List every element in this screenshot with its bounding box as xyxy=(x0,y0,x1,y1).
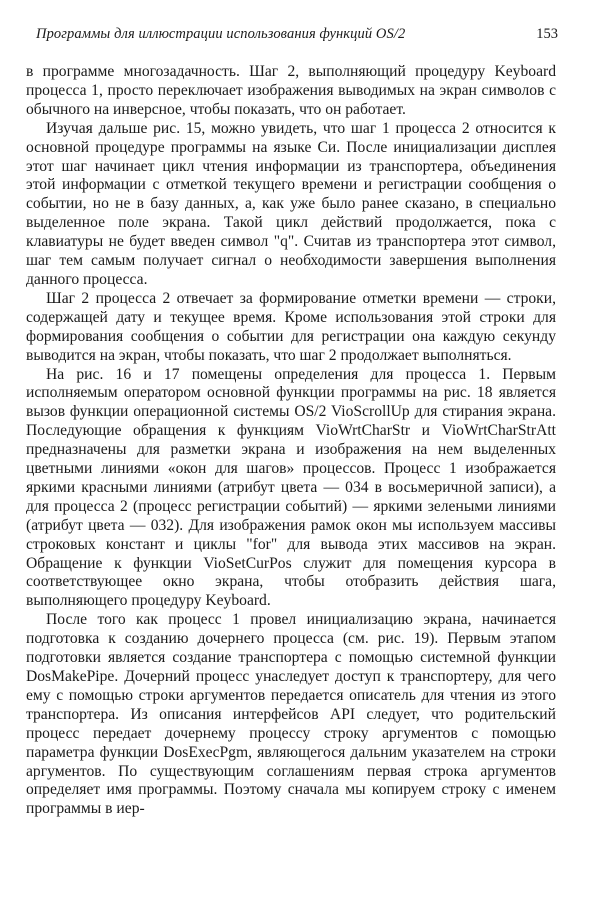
page-header xyxy=(36,26,558,50)
paragraph-5: После того как процесс 1 провел инициализацию экрана, начинается подготовка к созданию дочернего процесса (см. рис. 19). Первым этапом подготовки является создание транспортера с помощью системной функции DosMakePipe. Дочерний процесс унаследует доступ к транспортеру, для чего ему с помощью строки аргументов передается описатель для чтения из этого транспортера. Из описания интерфейсов API следует, что родительский процесс передает дочернему процессу строку аргументов с помощью параметра функции DosExecPgm, являющегося дальним указателем на строки аргументов. По существующим соглашениям первая строка аргументов определяет имя программы. Поэтому сначала мы копируем строку с именем программы в иер- xyxy=(26,611,556,818)
body-text xyxy=(26,63,556,819)
paragraph-2: Изучая дальше рис. 15, можно увидеть, что шаг 1 процесса 2 относится к основной процедуре программы на языке Си. После инициализации дисплея этот шаг начинает цикл чтения информации из транспортера, объединения этой информации с отметкой текущего времени и регистрации сообщения о событии, но не в базу данных, а, как уже было ранее сказано, в специально выделенное поле экрана. Такой цикл действий продолжается, пока с клавиатуры не будет введен символ "q". Считав из транспортера этот символ, шаг тем самым получает сигнал о необходимости завершения выполнения данного процесса. xyxy=(26,119,556,288)
running-head: Программы для иллюстрации использования функций OS/2 xyxy=(36,26,406,42)
paragraph-1: в программе многозадачность. Шаг 2, выполняющий процедуру Keyboard процесса 1, просто переключает изображения выводимых на экран символов с обычного на инверсное, чтобы показать, что он работает. xyxy=(26,63,556,118)
paragraph-3: Шаг 2 процесса 2 отвечает за формирование отметки времени — строки, содержащей дату и текущее время. Кроме использования этой строки для формирования сообщения о событии для регистрации она каждую секунду выводится на экран, чтобы показать, что шаг 2 продолжает выполняться. xyxy=(26,289,556,364)
paragraph-4: На рис. 16 и 17 помещены определения для процесса 1. Первым исполняемым оператором основной функции программы на рис. 18 является вызов функции операционной системы OS/2 VioScrollUp для стирания экрана. Последующие обращения к функциям VioWrtCharStr и VioWrtCharStrAtt предназначены для разметки экрана и изображения на нем выделенных цветными линиями «окон для шагов» процессов. Процесс 1 изображается яркими красными линиями (атрибут цвета — 034 в восьмеричной записи), а для процесса 2 (процесс регистрации событий) — яркими зелеными линиями (атрибут цвета — 032). Для изображения рамок окон мы используем массивы строковых констант и циклы "for" для вывода этих массивов на экран. Обращение к функции VioSetCurPos служит для помещения курсора в соответствующее окно экрана, чтобы отобразить действия шага, выполняющего процедуру Keyboard. xyxy=(26,365,556,610)
page-number: 153 xyxy=(536,26,558,42)
